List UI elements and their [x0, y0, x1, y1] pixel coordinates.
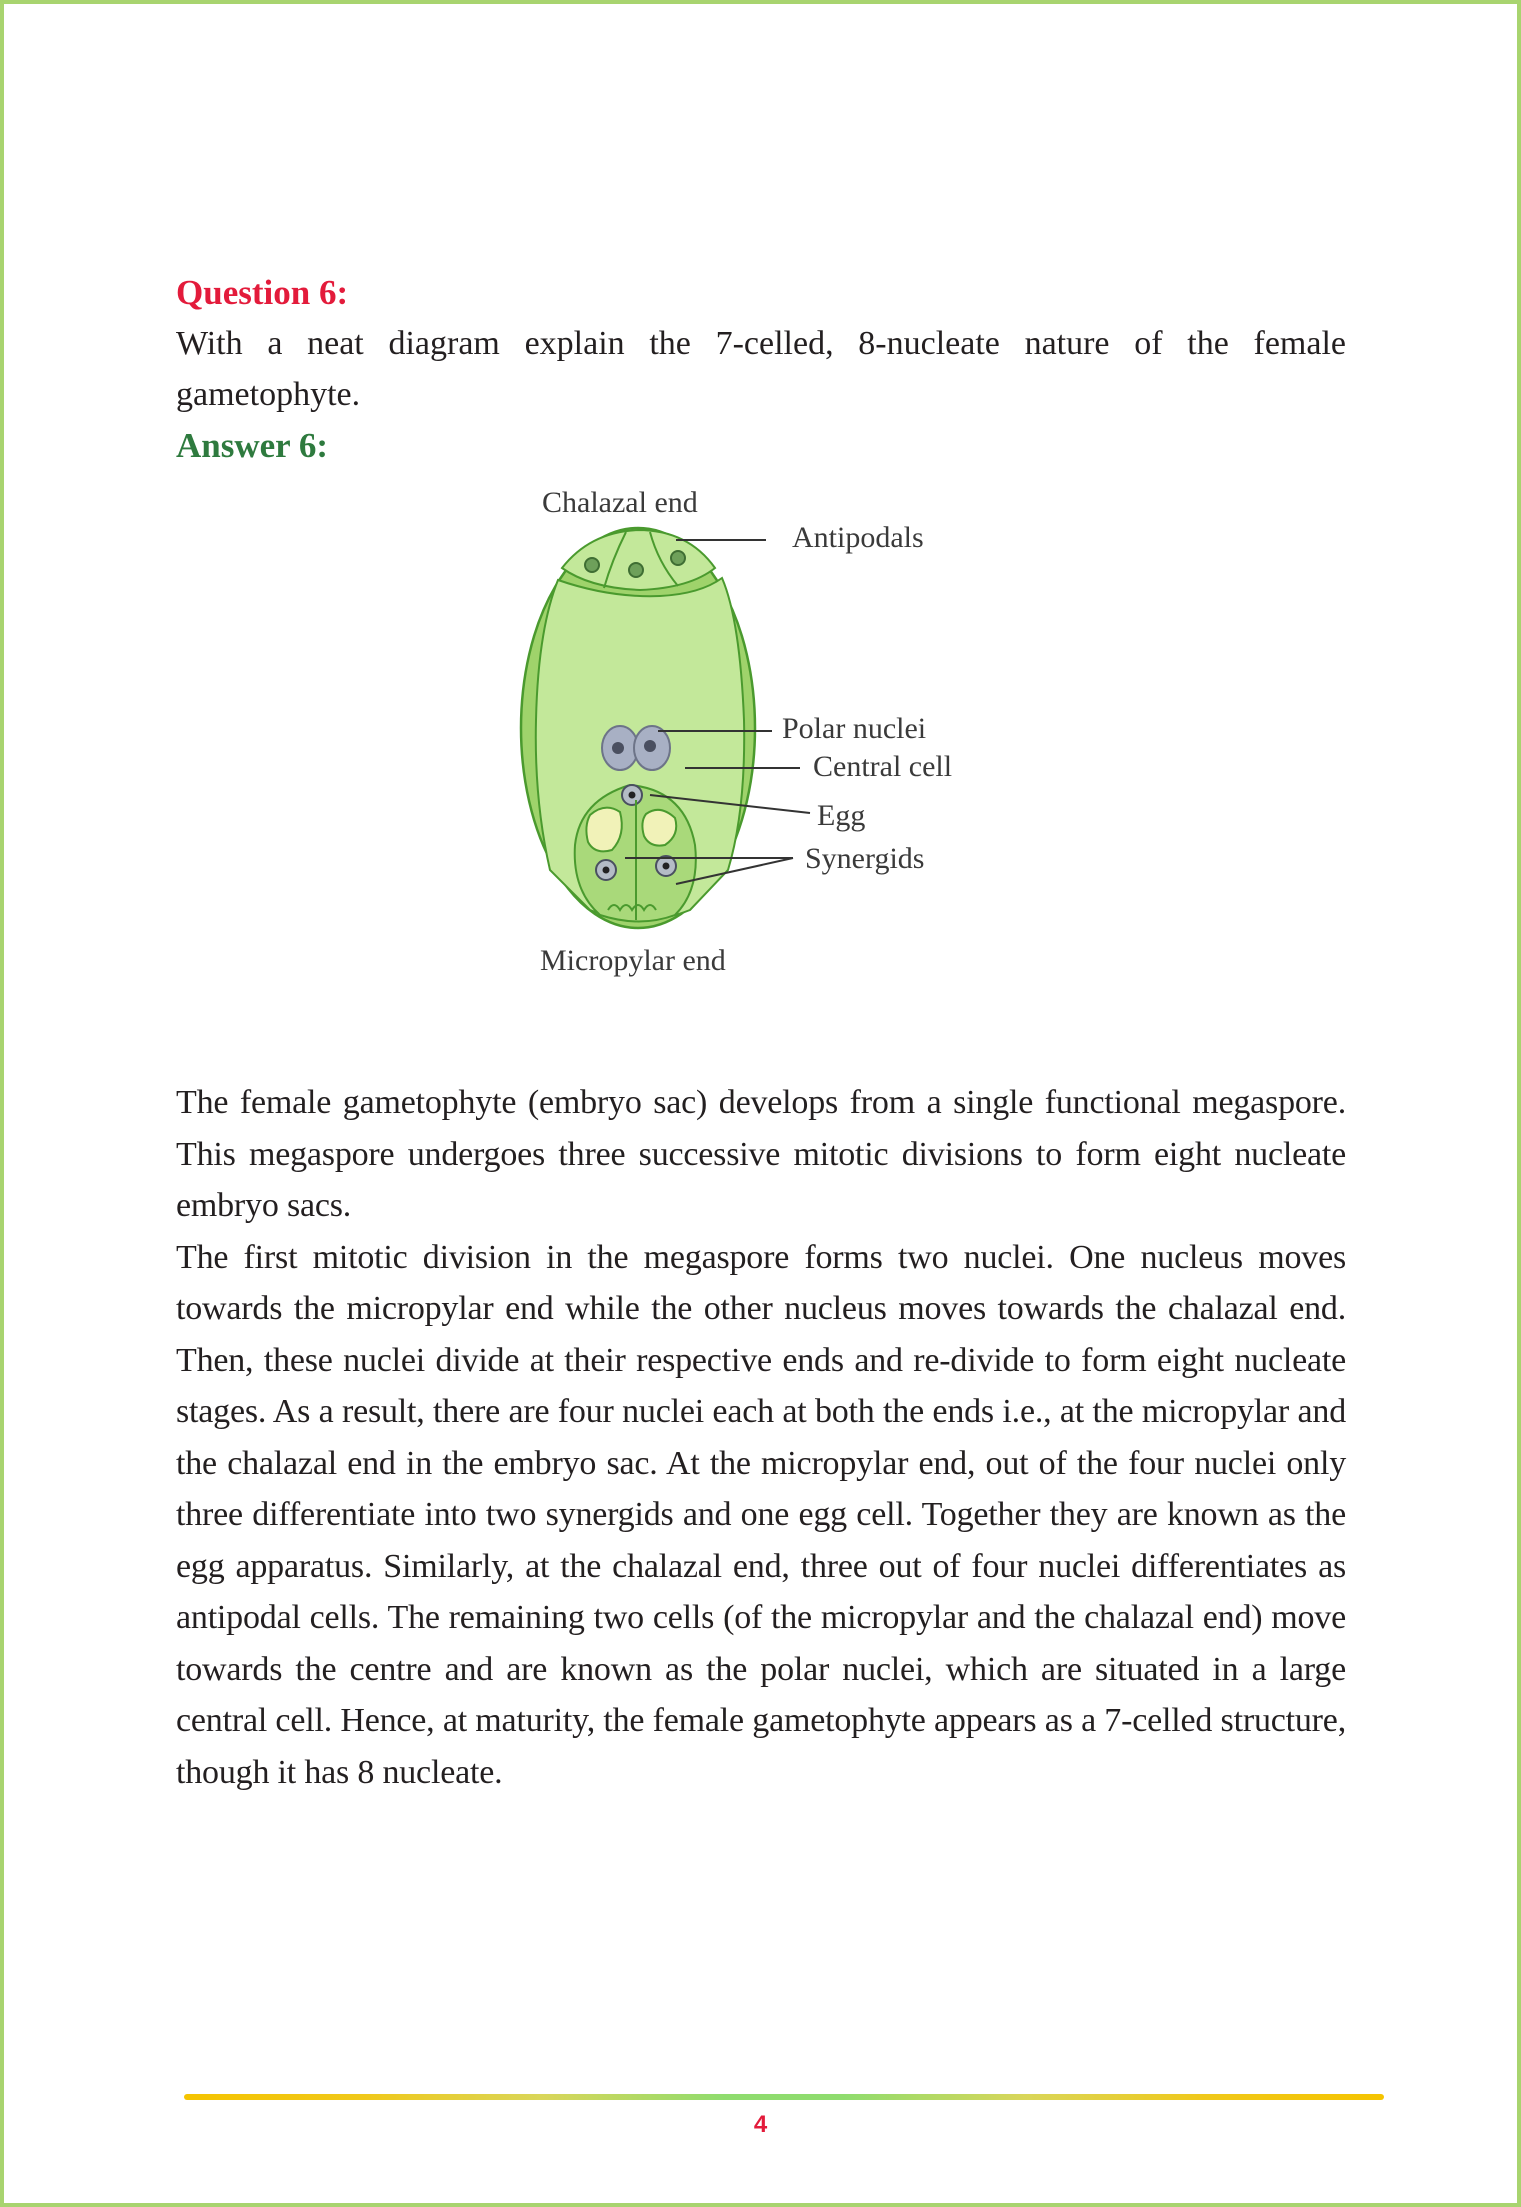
footer-divider [184, 2094, 1384, 2100]
answer-paragraph: The first mitotic division in the megaspore forms two nuclei. One nucleus moves towards the micropylar end while the other nucleus moves towards the chalazal end. Then, these nuclei divide at their respective ends and re-divide to form eight nucleate stages. As a result, there are four nuclei each at both the ends i.e., at the micropylar and the chalazal end in the embryo sac. At the micropylar end, out of the four nuclei only three differentiate into two synergids and one egg cell. Together they are known as the egg apparatus. Similarly, at the chalazal end, three out of four nuclei differentiates as antipodal cells. The remaining two cells (of the micropylar and the chalazal end) move towards the centre and are known as the polar nuclei, which are situated in a large central cell. Hence, at maturity, the female gametophyte appears as a 7-celled structure, though it has 8 nucleate. [176, 1238, 1346, 1791]
label-central-cell: Central cell [813, 750, 953, 783]
answer-body [176, 1077, 1346, 1798]
page-number: 4 [753, 2111, 768, 2138]
label-chalazal-end: Chalazal end [542, 486, 698, 519]
label-antipodals: Antipodals [792, 521, 924, 554]
label-micropylar-end: Micropylar end [540, 944, 726, 977]
synergid-vacuole [642, 810, 676, 846]
question-heading: Question 6: [176, 273, 349, 312]
label-synergids: Synergids [805, 842, 925, 875]
question-text: With a neat diagram explain the 7-celled, 8-nucleate nature of the female gametophyte. [176, 325, 1346, 413]
label-polar-nuclei: Polar nuclei [782, 712, 927, 745]
embryo-sac-diagram [500, 470, 1020, 1030]
antipodal-nucleus [585, 558, 599, 572]
synergid-vacuole [586, 808, 621, 852]
answer-paragraph: The female gametophyte (embryo sac) develops from a single functional megaspore. This megaspore undergoes three successive mitotic divisions to form eight nucleate embryo sacs. [176, 1084, 1346, 1224]
answer-heading: Answer 6: [176, 426, 328, 465]
question-block [176, 267, 1346, 471]
label-egg: Egg [817, 799, 866, 832]
antipodal-nucleus [629, 563, 643, 577]
antipodal-nucleus [671, 551, 685, 565]
